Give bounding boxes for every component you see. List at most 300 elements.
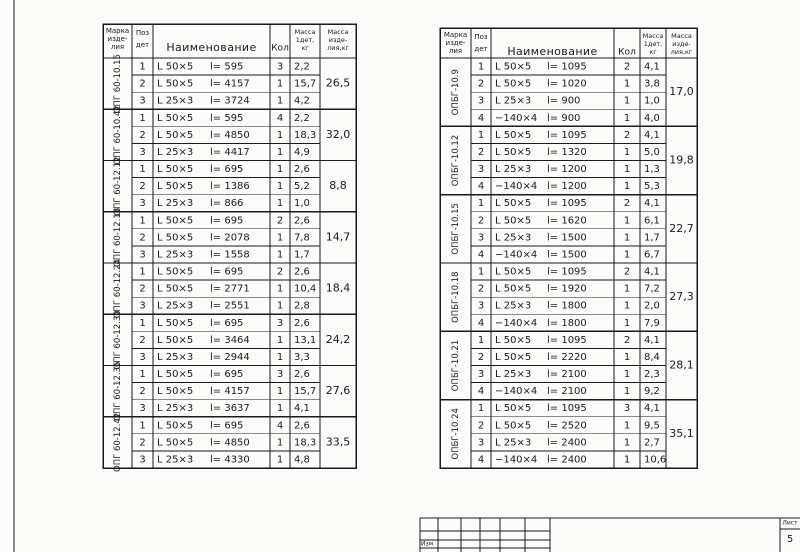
cell-pos: 3	[139, 351, 146, 363]
cell-qty: 1	[276, 78, 284, 90]
cell-pos: 1	[477, 198, 485, 210]
cell-profile: L 50×5	[495, 283, 532, 295]
cell-mass-part: 10,6	[644, 454, 667, 466]
cell-pos: 3	[477, 232, 485, 244]
header-mass-item: Масса	[327, 28, 349, 36]
cell-mass-part: 1,0	[294, 198, 310, 210]
header-mass-part: 1дет,	[295, 36, 315, 44]
cell-profile: L 25×3	[157, 249, 194, 261]
cell-qty: 2	[623, 129, 631, 141]
cell-pos: 1	[139, 112, 146, 124]
cell-mass-item: 19,8	[669, 153, 694, 167]
cell-mass-item: 24,2	[325, 332, 351, 346]
header-mass-part: кг	[649, 48, 657, 56]
cell-length: l= 1500	[547, 232, 587, 244]
header-mass-item: лия,кг	[670, 48, 693, 56]
cell-mass-part: 18,3	[294, 437, 317, 449]
cell-mark: ОПГ 60-12.42	[113, 412, 123, 472]
cell-qty: 1	[623, 146, 631, 158]
cell-length: l= 695	[210, 266, 244, 278]
cell-length: l= 1095	[547, 198, 587, 210]
cell-mark: ОПБГ-10.18	[451, 271, 461, 323]
cell-mass-part: 4,1	[294, 403, 310, 415]
cell-length: l= 1095	[547, 266, 587, 278]
cell-mass-item: 14,7	[325, 230, 351, 244]
cell-length: l= 3724	[210, 95, 250, 107]
cell-length: l= 2400	[547, 454, 587, 466]
cell-qty: 1	[276, 437, 284, 449]
cell-pos: 3	[477, 369, 485, 381]
cell-mass-part: 4,1	[644, 403, 660, 415]
cell-qty: 1	[623, 95, 631, 107]
cell-mass-part: 15,7	[294, 386, 317, 398]
cell-length: l= 4417	[210, 146, 250, 158]
cell-qty: 1	[276, 454, 284, 466]
cell-pos: 2	[139, 283, 146, 295]
cell-qty: 1	[276, 181, 284, 193]
header-pos: дет	[474, 45, 488, 53]
cell-pos: 2	[139, 334, 146, 346]
header-mass-item: лия,кг	[327, 44, 349, 52]
cell-length: l= 595	[210, 61, 244, 73]
cell-length: l= 866	[210, 198, 244, 210]
cell-length: l= 1095	[547, 334, 587, 346]
cell-profile: L 50×5	[157, 437, 194, 449]
cell-length: l= 4850	[210, 437, 250, 449]
cell-qty: 1	[276, 249, 284, 261]
cell-profile: −140×4	[495, 317, 538, 329]
cell-mass-item: 28,1	[669, 358, 694, 372]
cell-pos: 1	[139, 420, 146, 432]
cell-profile: L 50×5	[495, 146, 532, 158]
cell-pos: 4	[477, 112, 485, 124]
cell-qty: 1	[623, 215, 631, 227]
cell-mass-part: 4,1	[644, 266, 660, 278]
cell-length: l= 695	[210, 317, 244, 329]
cell-length: l= 1200	[547, 164, 587, 176]
cell-profile: L 50×5	[157, 61, 194, 73]
right-specification-table	[440, 28, 697, 468]
cell-qty: 1	[623, 454, 631, 466]
cell-profile: L 25×3	[157, 95, 194, 107]
cell-qty: 1	[623, 437, 631, 449]
cell-mass-item: 27,6	[325, 384, 351, 398]
cell-mark: ОПГ 60-12.18	[113, 207, 123, 267]
cell-length: l= 900	[547, 95, 581, 107]
cell-qty: 1	[276, 198, 284, 210]
cell-pos: 1	[139, 317, 146, 329]
cell-mass-part: 15,7	[294, 78, 317, 90]
table-frame	[440, 28, 697, 468]
cell-qty: 1	[623, 78, 631, 90]
cell-length: l= 1320	[547, 146, 587, 158]
cell-profile: L 25×3	[495, 369, 532, 381]
cell-qty: 1	[623, 386, 631, 398]
cell-length: l= 1020	[547, 78, 587, 90]
cell-qty: 1	[623, 283, 631, 295]
cell-length: l= 695	[210, 215, 244, 227]
cell-length: l= 2944	[210, 351, 250, 363]
cell-mass-part: 1,3	[644, 164, 660, 176]
cell-mass-part: 10,4	[294, 283, 317, 295]
cell-qty: 1	[276, 232, 284, 244]
header-mark: Марка	[105, 27, 130, 35]
cell-mass-part: 8,4	[644, 351, 660, 363]
cell-mark: ОПГ 60-12.12	[113, 156, 123, 216]
header-mass-part: Масса	[642, 32, 664, 40]
header-qty: Кол	[271, 43, 289, 54]
cell-pos: 1	[477, 403, 485, 415]
cell-mass-part: 18,3	[294, 129, 317, 141]
header-mark: лия	[448, 47, 463, 55]
cell-profile: L 50×5	[495, 420, 532, 432]
cell-profile: L 50×5	[157, 420, 194, 432]
cell-mass-item: 17,0	[669, 85, 694, 99]
cell-mark: ОПГ 60-12.36	[113, 361, 123, 421]
cell-profile: L 25×3	[157, 403, 194, 415]
cell-mass-part: 7,2	[644, 283, 660, 295]
cell-mass-part: 9,5	[644, 420, 660, 432]
cell-qty: 4	[276, 420, 284, 432]
cell-profile: −140×4	[495, 454, 538, 466]
cell-qty: 3	[276, 369, 284, 381]
cell-profile: L 50×5	[157, 334, 194, 346]
cell-qty: 2	[623, 334, 631, 346]
cell-mass-part: 2,7	[644, 437, 660, 449]
left-specification-table	[103, 24, 356, 472]
cell-mass-part: 3,3	[294, 351, 310, 363]
cell-profile: L 50×5	[495, 61, 532, 73]
izm-label: Изм	[421, 540, 434, 548]
cell-mark: ОПБГ-10.12	[451, 134, 461, 187]
cell-mark: ОПБГ-10.15	[451, 203, 461, 255]
cell-pos: 2	[477, 420, 485, 432]
header-mass-item: изде-	[328, 36, 348, 44]
header-qty: Кол	[618, 47, 636, 58]
cell-profile: L 25×3	[495, 232, 532, 244]
cell-profile: L 50×5	[157, 266, 194, 278]
cell-mass-part: 5,0	[644, 146, 660, 158]
cell-mass-item: 22,7	[669, 221, 694, 235]
cell-mass-item: 26,5	[325, 76, 351, 90]
cell-pos: 2	[477, 283, 485, 295]
cell-mass-part: 4,1	[644, 129, 660, 141]
cell-mass-part: 7,8	[294, 232, 310, 244]
cell-qty: 1	[276, 334, 284, 346]
header-pos: Поз	[135, 29, 150, 37]
cell-mass-part: 13,1	[294, 334, 317, 346]
cell-length: l= 4330	[210, 454, 250, 466]
cell-pos: 2	[477, 215, 485, 227]
cell-qty: 1	[276, 164, 284, 176]
cell-profile: L 25×3	[495, 300, 532, 312]
cell-profile: L 50×5	[495, 351, 532, 363]
cell-mass-part: 1,7	[644, 232, 660, 244]
cell-mass-part: 4,9	[294, 146, 310, 158]
cell-profile: L 25×3	[495, 164, 532, 176]
cell-pos: 4	[477, 249, 485, 261]
cell-profile: L 25×3	[157, 351, 194, 363]
cell-mark: ОПГ 60-10.15	[113, 54, 123, 114]
cell-profile: −140×4	[495, 112, 538, 124]
cell-mass-item: 33,5	[325, 435, 351, 449]
cell-profile: L 50×5	[495, 215, 532, 227]
cell-profile: L 50×5	[157, 215, 194, 227]
cell-length: l= 2100	[547, 386, 587, 398]
cell-length: l= 4850	[210, 129, 250, 141]
header-mass-item: Масса	[671, 32, 692, 40]
cell-pos: 3	[139, 198, 146, 210]
cell-mark: ОПБГ-10.21	[451, 339, 461, 392]
cell-length: l= 900	[547, 112, 581, 124]
cell-profile: L 50×5	[157, 369, 194, 381]
cell-mass-part: 2,6	[294, 369, 310, 381]
cell-length: l= 1095	[547, 129, 587, 141]
cell-mass-part: 2,8	[294, 300, 310, 312]
cell-profile: L 50×5	[157, 164, 194, 176]
cell-mass-part: 6,1	[644, 215, 660, 227]
cell-profile: L 25×3	[157, 454, 194, 466]
cell-profile: L 50×5	[157, 129, 194, 141]
header-mark: изде-	[107, 35, 128, 43]
cell-pos: 3	[139, 454, 146, 466]
cell-mass-part: 2,6	[294, 266, 310, 278]
cell-qty: 1	[623, 369, 631, 381]
cell-length: l= 1920	[547, 283, 587, 295]
cell-pos: 3	[477, 164, 485, 176]
header-mark: Марка	[443, 31, 468, 39]
cell-length: l= 2551	[210, 300, 250, 312]
cell-length: l= 2520	[547, 420, 587, 432]
cell-qty: 1	[623, 300, 631, 312]
cell-mark: ОПГ 60-10.42	[113, 105, 123, 165]
cell-qty: 1	[623, 232, 631, 244]
cell-profile: L 50×5	[157, 283, 194, 295]
cell-length: l= 695	[210, 369, 244, 381]
cell-mass-part: 1,0	[644, 95, 660, 107]
cell-mass-part: 2,6	[294, 164, 310, 176]
cell-mark: ОПБГ-10.24	[451, 408, 461, 460]
cell-pos: 1	[477, 61, 485, 73]
cell-qty: 1	[276, 95, 284, 107]
header-mass-part: Масса	[294, 28, 316, 36]
cell-mass-part: 2,6	[294, 420, 310, 432]
header-mass-part: 1дет,	[643, 40, 663, 48]
cell-qty: 1	[623, 317, 631, 329]
cell-pos: 2	[139, 181, 146, 193]
cell-length: l= 2078	[210, 232, 250, 244]
cell-pos: 4	[477, 454, 485, 466]
cell-pos: 2	[477, 351, 485, 363]
cell-mass-part: 6,7	[644, 249, 660, 261]
cell-mass-part: 4,1	[644, 61, 660, 73]
cell-length: l= 1800	[547, 317, 587, 329]
cell-pos: 3	[139, 300, 146, 312]
cell-profile: L 25×3	[495, 95, 532, 107]
cell-mass-part: 2,6	[294, 317, 310, 329]
cell-pos: 3	[477, 95, 485, 107]
cell-profile: L 50×5	[495, 266, 532, 278]
cell-profile: L 25×3	[157, 300, 194, 312]
cell-qty: 1	[623, 112, 631, 124]
cell-qty: 1	[276, 351, 284, 363]
cell-length: l= 595	[210, 112, 244, 124]
cell-qty: 2	[623, 266, 631, 278]
cell-pos: 3	[477, 437, 485, 449]
cell-mass-item: 35,1	[669, 426, 694, 440]
cell-profile: L 25×3	[495, 437, 532, 449]
cell-pos: 2	[477, 146, 485, 158]
cell-mark: ОПБГ-10.9	[451, 69, 461, 116]
cell-length: l= 1558	[210, 249, 250, 261]
cell-profile: L 50×5	[495, 334, 532, 346]
cell-pos: 1	[139, 61, 146, 73]
sheet-number: 5	[786, 534, 794, 545]
cell-pos: 2	[477, 78, 485, 90]
cell-pos: 1	[139, 164, 146, 176]
cell-qty: 1	[276, 386, 284, 398]
cell-mass-part: 9,2	[644, 386, 660, 398]
cell-profile: −140×4	[495, 181, 538, 193]
cell-length: l= 2771	[210, 283, 250, 295]
header-name: Наименование	[507, 45, 598, 58]
cell-mass-item: 18,4	[325, 281, 351, 295]
cell-qty: 1	[623, 420, 631, 432]
cell-profile: L 25×3	[157, 198, 194, 210]
cell-pos: 2	[139, 129, 146, 141]
cell-pos: 2	[139, 232, 146, 244]
cell-pos: 1	[139, 369, 146, 381]
cell-pos: 4	[477, 317, 485, 329]
cell-length: l= 1095	[547, 61, 587, 73]
cell-pos: 1	[139, 266, 146, 278]
header-pos: Поз	[474, 33, 488, 41]
cell-length: l= 1095	[547, 403, 587, 415]
cell-length: l= 1800	[547, 300, 587, 312]
cell-pos: 3	[139, 95, 146, 107]
cell-profile: L 50×5	[495, 198, 532, 210]
cell-mass-part: 2,2	[294, 112, 310, 124]
cell-length: l= 4157	[210, 78, 250, 90]
cell-qty: 1	[623, 181, 631, 193]
cell-profile: L 50×5	[157, 181, 194, 193]
header-mass-item: изде-	[672, 40, 691, 48]
cell-mass-part: 2,3	[644, 369, 660, 381]
cell-mass-part: 5,2	[294, 181, 310, 193]
cell-mass-part: 2,2	[294, 61, 310, 73]
cell-pos: 1	[477, 129, 485, 141]
cell-profile: L 50×5	[157, 78, 194, 90]
header-name: Наименование	[166, 41, 257, 54]
cell-profile: L 50×5	[495, 78, 532, 90]
cell-mass-part: 4,1	[644, 334, 660, 346]
cell-pos: 3	[139, 146, 146, 158]
cell-length: l= 3637	[210, 403, 250, 415]
cell-length: l= 1500	[547, 249, 587, 261]
cell-mass-item: 8,8	[329, 179, 347, 193]
cell-mass-item: 32,0	[325, 127, 351, 141]
cell-mark: ОПГ 60-12.30	[113, 310, 123, 370]
cell-pos: 2	[139, 386, 146, 398]
cell-mass-part: 2,6	[294, 215, 310, 227]
cell-mass-item: 27,3	[669, 290, 694, 304]
cell-profile: −140×4	[495, 386, 538, 398]
cell-mass-part: 2,0	[644, 300, 660, 312]
cell-profile: −140×4	[495, 249, 538, 261]
cell-mass-part: 4,1	[644, 198, 660, 210]
cell-pos: 3	[477, 300, 485, 312]
cell-qty: 1	[623, 249, 631, 261]
cell-qty: 1	[276, 403, 284, 415]
cell-qty: 1	[276, 300, 284, 312]
cell-qty: 1	[623, 164, 631, 176]
cell-length: l= 1620	[547, 215, 587, 227]
cell-pos: 3	[139, 249, 146, 261]
cell-mass-part: 1,7	[294, 249, 310, 261]
cell-qty: 1	[276, 283, 284, 295]
cell-mass-part: 5,3	[644, 181, 660, 193]
cell-mass-part: 4,0	[644, 112, 660, 124]
cell-mass-part: 3,8	[644, 78, 660, 90]
cell-qty: 2	[623, 198, 631, 210]
cell-qty: 2	[276, 266, 284, 278]
cell-pos: 3	[139, 403, 146, 415]
cell-pos: 1	[139, 215, 146, 227]
header-mass-part: кг	[301, 44, 309, 52]
cell-mass-part: 7,9	[644, 317, 660, 329]
cell-qty: 3	[276, 61, 284, 73]
sheet-label: Лист	[782, 519, 798, 527]
cell-length: l= 1200	[547, 181, 587, 193]
header-mark: изде-	[445, 39, 466, 47]
cell-qty: 2	[276, 215, 284, 227]
cell-length: l= 3464	[210, 334, 250, 346]
cell-length: l= 2220	[547, 351, 587, 363]
cell-length: l= 2400	[547, 437, 587, 449]
cell-length: l= 695	[210, 164, 244, 176]
cell-qty: 3	[276, 317, 284, 329]
cell-profile: L 50×5	[157, 232, 194, 244]
cell-mass-part: 4,8	[294, 454, 310, 466]
cell-profile: L 50×5	[157, 317, 194, 329]
cell-pos: 2	[139, 78, 146, 90]
cell-qty: 4	[276, 112, 284, 124]
cell-profile: L 50×5	[495, 403, 532, 415]
cell-pos: 4	[477, 386, 485, 398]
cell-mark: ОПГ 60-12.24	[113, 259, 123, 319]
cell-profile: L 50×5	[157, 386, 194, 398]
cell-length: l= 1386	[210, 181, 250, 193]
cell-length: l= 4157	[210, 386, 250, 398]
cell-length: l= 2100	[547, 369, 587, 381]
cell-qty: 1	[623, 351, 631, 363]
cell-qty: 3	[623, 403, 631, 415]
cell-profile: L 50×5	[495, 129, 532, 141]
cell-qty: 1	[276, 146, 284, 158]
cell-pos: 4	[477, 181, 485, 193]
header-mark: лия	[110, 43, 125, 51]
cell-qty: 2	[623, 61, 631, 73]
cell-qty: 1	[276, 129, 284, 141]
cell-mass-part: 4,2	[294, 95, 310, 107]
cell-profile: L 25×3	[157, 146, 194, 158]
cell-profile: L 50×5	[157, 112, 194, 124]
cell-pos: 1	[477, 266, 485, 278]
cell-length: l= 695	[210, 420, 244, 432]
cell-pos: 1	[477, 334, 485, 346]
header-pos: дет	[135, 41, 150, 49]
cell-pos: 2	[139, 437, 146, 449]
